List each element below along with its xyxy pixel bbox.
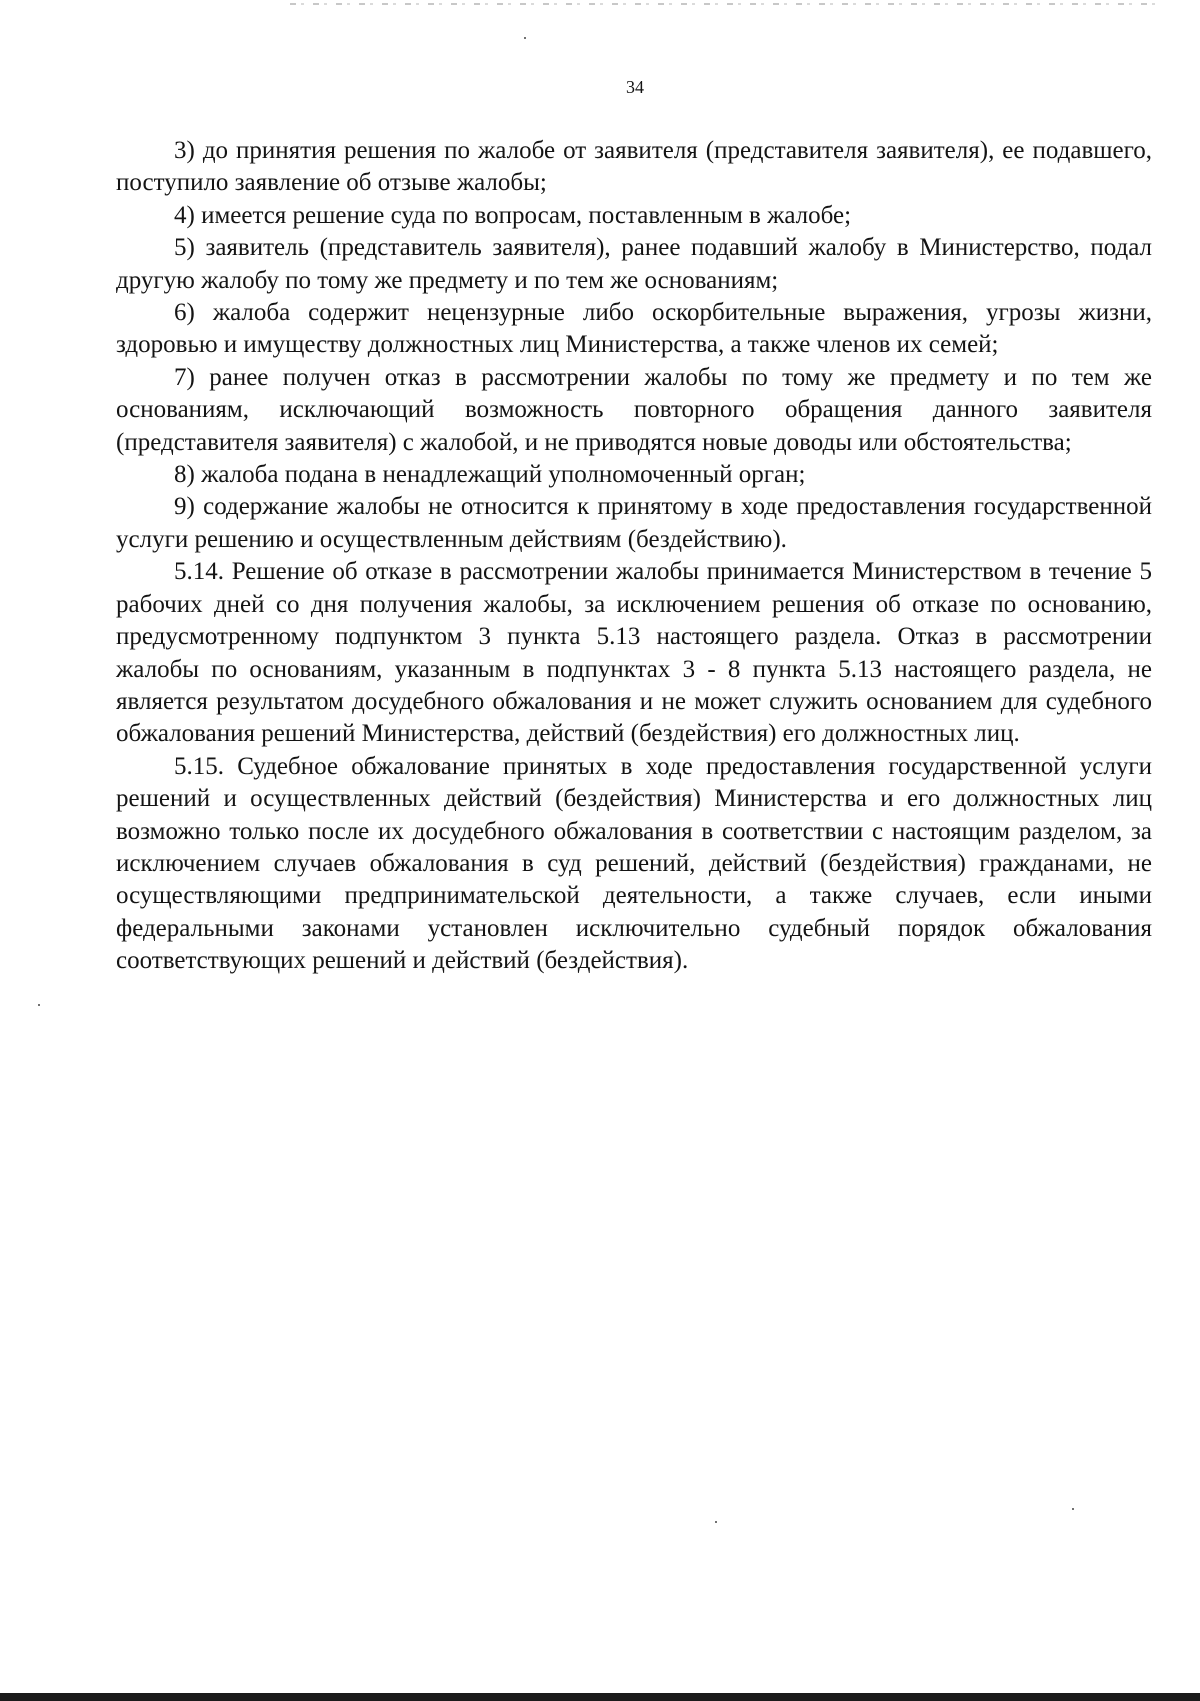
paragraph-section-5-14: 5.14. Решение об отказе в рассмотрении жалобы принимается Министерством в течение 5 рабочих дней со дня получения жалобы, за исключением решения об отказе по основанию, предусмотренному подпунктом 3 пункта 5.13 настоящего раздела. Отказ в рассмотрении жалобы по основаниям, указанным в подпунктах 3 - 8 пункта 5.13 настоящего раздела, не является результатом досудебного обжалования и не может служить основанием для судебного обжалования решений Министерства, действий (бездействия) его должностных лиц. (116, 558, 1152, 748)
scan-artifact-top (290, 3, 1160, 5)
paragraph-item-8: 8) жалоба подана в ненадлежащий уполномоченный орган; (174, 461, 806, 489)
document-body (116, 135, 1152, 978)
page-number: 34 (626, 77, 644, 97)
paragraph-item-7: 7) ранее получен отказ в рассмотрении жалобы по тому же предмету и по тем же основаниям, исключающий возможность повторного обращения данного заявителя (представителя заявителя) с жалобой, и не приводятся новые доводы или обстоятельства; (116, 363, 1152, 456)
scan-speck (38, 1004, 40, 1006)
paragraph-item-4: 4) имеется решение суда по вопросам, поставленным в жалобе; (174, 201, 852, 229)
scan-speck (524, 37, 526, 39)
paragraph-item-3: 3) до принятия решения по жалобе от заявителя (представителя заявителя), ее подавшего, поступило заявление об отзыве жалобы; (116, 137, 1152, 197)
scan-artifact-bottom (0, 1693, 1200, 1701)
paragraph-item-5: 5) заявитель (представитель заявителя), ранее подавший жалобу в Министерство, подал другую жалобу по тому же предмету и по тем же основаниям; (116, 234, 1152, 294)
scan-speck (1072, 1508, 1074, 1510)
paragraph-item-6: 6) жалоба содержит нецензурные либо оскорбительные выражения, угрозы жизни, здоровью и имуществу должностных лиц Министерства, а также членов их семей; (116, 299, 1152, 359)
scan-speck (715, 1521, 717, 1523)
paragraph-section-5-15: 5.15. Судебное обжалование принятых в ходе предоставления государственной услуги решений и осуществленных действий (бездействия) Министерства и его должностных лиц возможно только после их досудебного обжалования в соответствии с настоящим разделом, за исключением случаев обжалования в суд решений, действий (бездействия) гражданами, не осуществляющими предпринимательской деятельности, а также случаев, если иными федеральными законами установлен исключительно судебный порядок обжалования соответствующих решений и действий (бездействия). (116, 752, 1152, 975)
paragraph-item-9: 9) содержание жалобы не относится к принятому в ходе предоставления государственной услуги решению и осуществленным действиям (бездействию). (116, 493, 1152, 553)
